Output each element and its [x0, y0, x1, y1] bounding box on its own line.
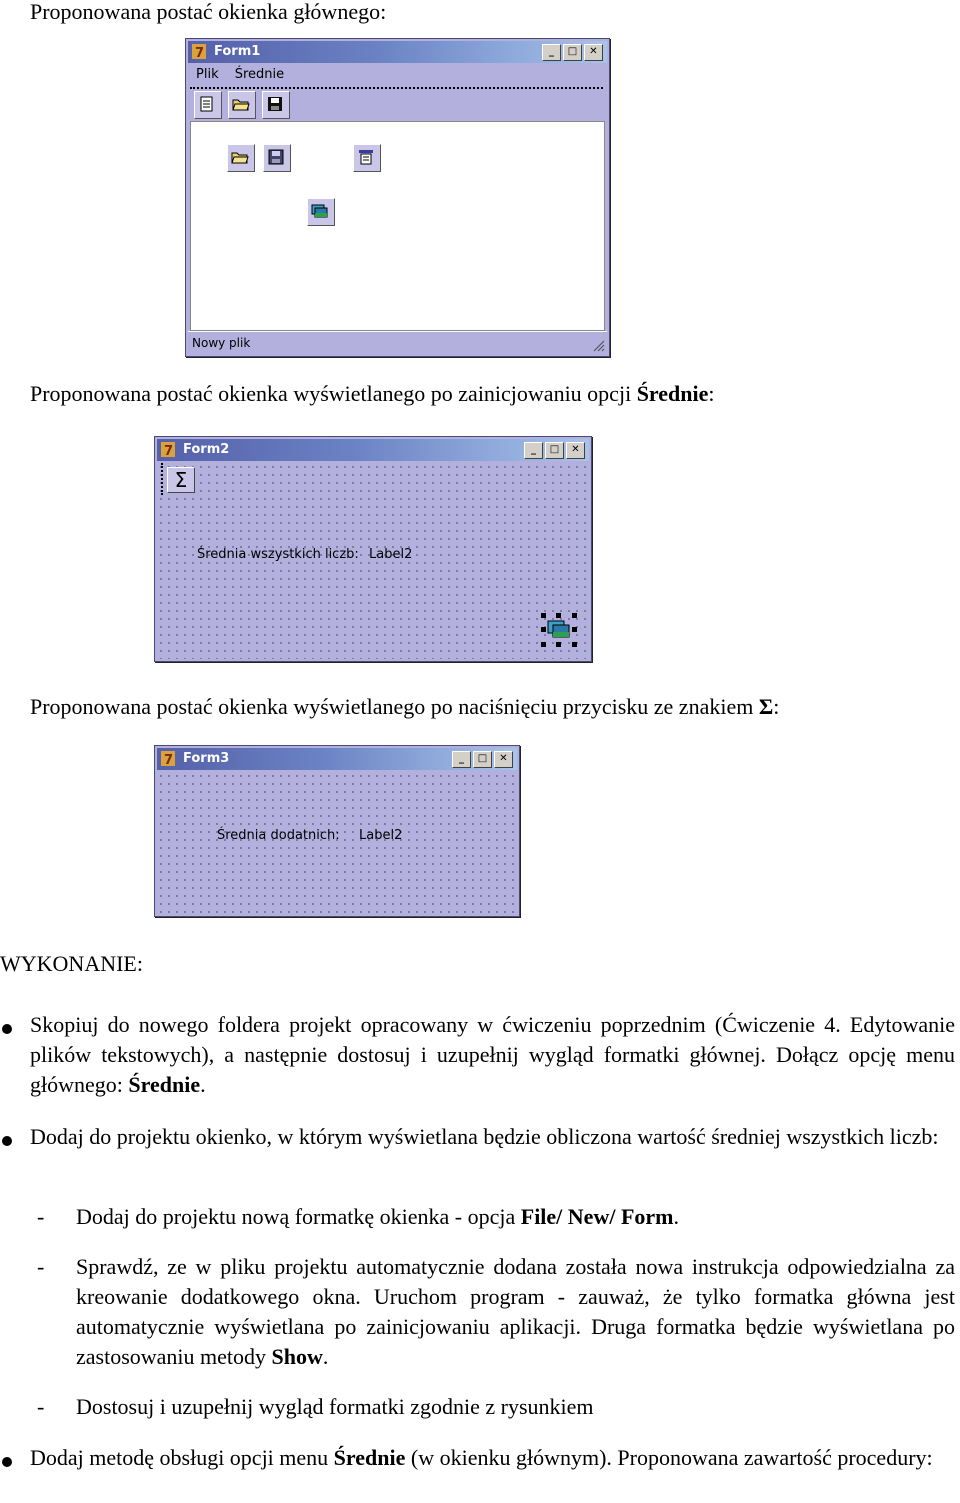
average-positive-label: Średnia dodatnich: — [217, 828, 340, 843]
bullet-item-add-window: Dodaj do projektu okienko, w którym wyświetlana będzie obliczona wartość średniej wszystkich liczb: — [30, 1124, 939, 1149]
status-text: Nowy plik — [192, 336, 251, 350]
caption-main-window: Proponowana postać okienka głównego: — [30, 0, 387, 24]
resize-grip-icon[interactable] — [591, 338, 605, 352]
close-button[interactable]: ✕ — [494, 751, 513, 768]
menu-srednie[interactable]: Średnie — [234, 67, 285, 82]
form1-toolbar — [190, 87, 603, 123]
bullet-dot — [0, 1128, 14, 1142]
form2-titlebar[interactable] — [157, 439, 589, 461]
form1-client-area — [190, 121, 605, 331]
sigma-label: Σ — [174, 468, 188, 492]
imagelist-component[interactable] — [307, 198, 335, 226]
form1-window — [185, 38, 610, 357]
form1-menubar — [190, 65, 290, 85]
delphi-app-icon — [161, 441, 177, 459]
minimize-button[interactable]: _ — [452, 751, 471, 768]
minimize-button[interactable]: _ — [524, 442, 543, 459]
maximize-button[interactable]: □ — [563, 44, 582, 61]
imagelist-icon — [311, 202, 329, 220]
svg-text:7: 7 — [195, 46, 205, 61]
folder-open-icon — [232, 95, 250, 113]
form1-titlebar[interactable] — [188, 41, 607, 63]
form3-titlebar[interactable] — [157, 748, 517, 770]
form3-window — [154, 745, 520, 917]
folder-open-icon — [231, 148, 249, 166]
main-menu-component[interactable] — [353, 144, 381, 172]
dash-item-check-project: Sprawdź, ze w pliku projektu automatycznie dodana została nowa instrukcja odpowiedzialna za kreowanie dodatkowego okna. Uruchom program - zauważ, że tylko formatka główna jest automatycznie wyświetlana po zainicjowaniu aplikacji. Druga formatka będzie wyświetlana po zastosowaniu metody Show. — [76, 1254, 955, 1369]
dash-marker: - — [37, 1254, 45, 1279]
caption-srednie-window: Proponowana postać okienka wyświetlanego po zainicjowaniu opcji Średnie: — [30, 381, 715, 406]
form2-window — [154, 436, 592, 662]
average-all-label: Średnia wszystkich liczb: — [197, 547, 359, 562]
average-positive-value: Label2 — [359, 828, 403, 843]
dash-item-adjust-form: Dostosuj i uzupełnij wygląd formatki zgodnie z rysunkiem — [76, 1394, 594, 1419]
dash-item-new-form: Dodaj do projektu nową formatkę okienka - opcja File/ New/ Form. — [76, 1204, 679, 1229]
delphi-app-icon — [161, 750, 177, 768]
toolbar-grip — [161, 463, 165, 495]
dash-marker: - — [37, 1204, 45, 1229]
form2-title: Form2 — [183, 442, 230, 457]
form2-client-area — [157, 463, 589, 659]
floppy-save-icon — [266, 95, 284, 113]
delphi-app-icon — [192, 43, 208, 61]
maximize-button[interactable]: □ — [545, 442, 564, 459]
floppy-save-icon — [267, 148, 285, 166]
bullet-dot — [0, 1016, 14, 1030]
form3-client-area — [157, 772, 517, 914]
sigma-button[interactable] — [167, 467, 195, 493]
close-button[interactable]: ✕ — [566, 442, 585, 459]
svg-text:7: 7 — [164, 753, 174, 768]
caption-sigma-window: Proponowana postać okienka wyświetlanego po naciśnięciu przycisku ze znakiem Σ: — [30, 694, 780, 719]
bullet-dot — [0, 1449, 14, 1463]
close-button[interactable]: ✕ — [584, 44, 603, 61]
minimize-button[interactable]: _ — [542, 44, 561, 61]
menu-component-icon — [357, 148, 375, 166]
form3-title: Form3 — [183, 751, 230, 766]
form1-statusbar — [188, 331, 607, 354]
section-heading: WYKONANIE: — [0, 951, 143, 976]
new-file-icon — [198, 95, 216, 113]
bullet-item-copy-project: Skopiuj do nowego foldera projekt opracowany w ćwiczeniu poprzednim (Ćwiczenie 4. Edytowanie plików tekstowych), a następnie dostosuj i uzupełnij wygląd formatki głównej. Dołącz opcję menu głównego: Średnie. — [30, 1012, 955, 1097]
maximize-button[interactable]: □ — [473, 751, 492, 768]
open-file-button[interactable] — [228, 91, 256, 119]
imagelist-component-selected[interactable] — [541, 613, 577, 647]
imagelist-icon — [541, 613, 577, 647]
open-dialog-component[interactable] — [227, 144, 255, 172]
svg-text:7: 7 — [164, 444, 174, 459]
average-all-value: Label2 — [369, 547, 413, 562]
new-file-button[interactable] — [194, 91, 222, 119]
form1-title: Form1 — [214, 44, 261, 59]
dash-marker: - — [37, 1394, 45, 1419]
save-dialog-component[interactable] — [263, 144, 291, 172]
bullet-item-add-method: Dodaj metodę obsługi opcji menu Średnie (w okienku głównym). Proponowana zawartość procedury: — [30, 1445, 933, 1470]
save-file-button[interactable] — [262, 91, 290, 119]
menu-plik[interactable]: Plik — [196, 67, 219, 82]
